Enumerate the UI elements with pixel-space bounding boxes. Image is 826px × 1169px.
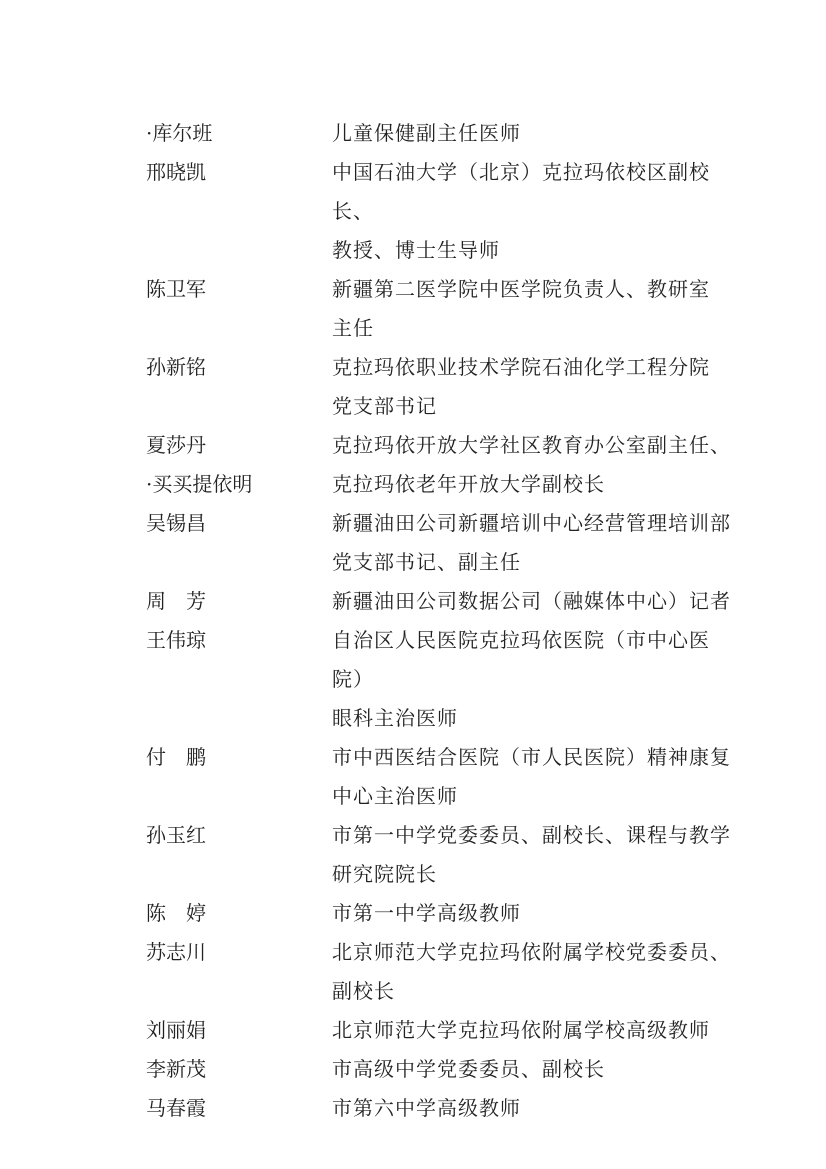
member-name: 陈 婷 <box>146 901 206 925</box>
roster-entry <box>146 465 746 504</box>
roster-entry <box>146 816 746 894</box>
member-name: ·买买提依明 <box>146 472 253 496</box>
member-title: 新疆油田公司新疆培训中心经营管理培训部 党支部书记、副主任 <box>332 511 731 574</box>
member-title: 新疆油田公司数据公司（融媒体中心）记者 <box>332 589 731 613</box>
roster-entry <box>146 621 746 738</box>
roster-entry <box>146 426 746 465</box>
member-title: 儿童保健副主任医师 <box>332 121 521 145</box>
roster-entry <box>146 738 746 816</box>
roster-entry <box>146 894 746 933</box>
member-title: 克拉玛依开放大学社区教育办公室副主任、 <box>332 433 731 457</box>
member-title: 北京师范大学克拉玛依附属学校党委委员、 副校长 <box>332 940 731 1003</box>
member-name: 邢晓凯 <box>146 160 206 184</box>
member-title: 市高级中学党委委员、副校长 <box>332 1057 605 1081</box>
member-name: 马春霞 <box>146 1096 206 1120</box>
member-name: 夏莎丹 <box>146 433 206 457</box>
roster-entry <box>146 1011 746 1050</box>
member-title: 市中西医结合医院（市人民医院）精神康复 中心主治医师 <box>332 745 731 808</box>
member-name: 吴锡昌 <box>146 511 206 535</box>
member-title: 克拉玛依职业技术学院石油化学工程分院 党支部书记 <box>332 355 710 418</box>
roster-entry <box>146 153 746 270</box>
roster-entry <box>146 1050 746 1089</box>
member-title: 自治区人民医院克拉玛依医院（市中心医院） 眼科主治医师 <box>332 628 710 730</box>
member-name: 付 鹏 <box>146 745 206 769</box>
member-name: ·库尔班 <box>146 121 213 145</box>
member-name: 陈卫军 <box>146 277 206 301</box>
roster-entry <box>146 933 746 1011</box>
member-name: 苏志川 <box>146 940 206 964</box>
member-roster <box>146 114 746 1128</box>
member-title: 市第六中学高级教师 <box>332 1096 521 1120</box>
member-title: 中国石油大学（北京）克拉玛依校区副校长、 教授、博士生导师 <box>332 160 710 262</box>
member-name: 刘丽娟 <box>146 1018 206 1042</box>
roster-entry <box>146 504 746 582</box>
roster-entry <box>146 582 746 621</box>
roster-entry <box>146 270 746 348</box>
member-name: 周 芳 <box>146 589 206 613</box>
member-title: 市第一中学党委委员、副校长、课程与教学 研究院院长 <box>332 823 731 886</box>
member-title: 市第一中学高级教师 <box>332 901 521 925</box>
roster-entry <box>146 114 746 153</box>
roster-entry <box>146 1089 746 1128</box>
member-title: 北京师范大学克拉玛依附属学校高级教师 <box>332 1018 710 1042</box>
member-title: 新疆第二医学院中医学院负责人、教研室 主任 <box>332 277 710 340</box>
member-name: 孙玉红 <box>146 823 206 847</box>
roster-entry <box>146 348 746 426</box>
member-name: 李新茂 <box>146 1057 206 1081</box>
member-name: 王伟琼 <box>146 628 206 652</box>
member-title: 克拉玛依老年开放大学副校长 <box>332 472 605 496</box>
member-name: 孙新铭 <box>146 355 206 379</box>
